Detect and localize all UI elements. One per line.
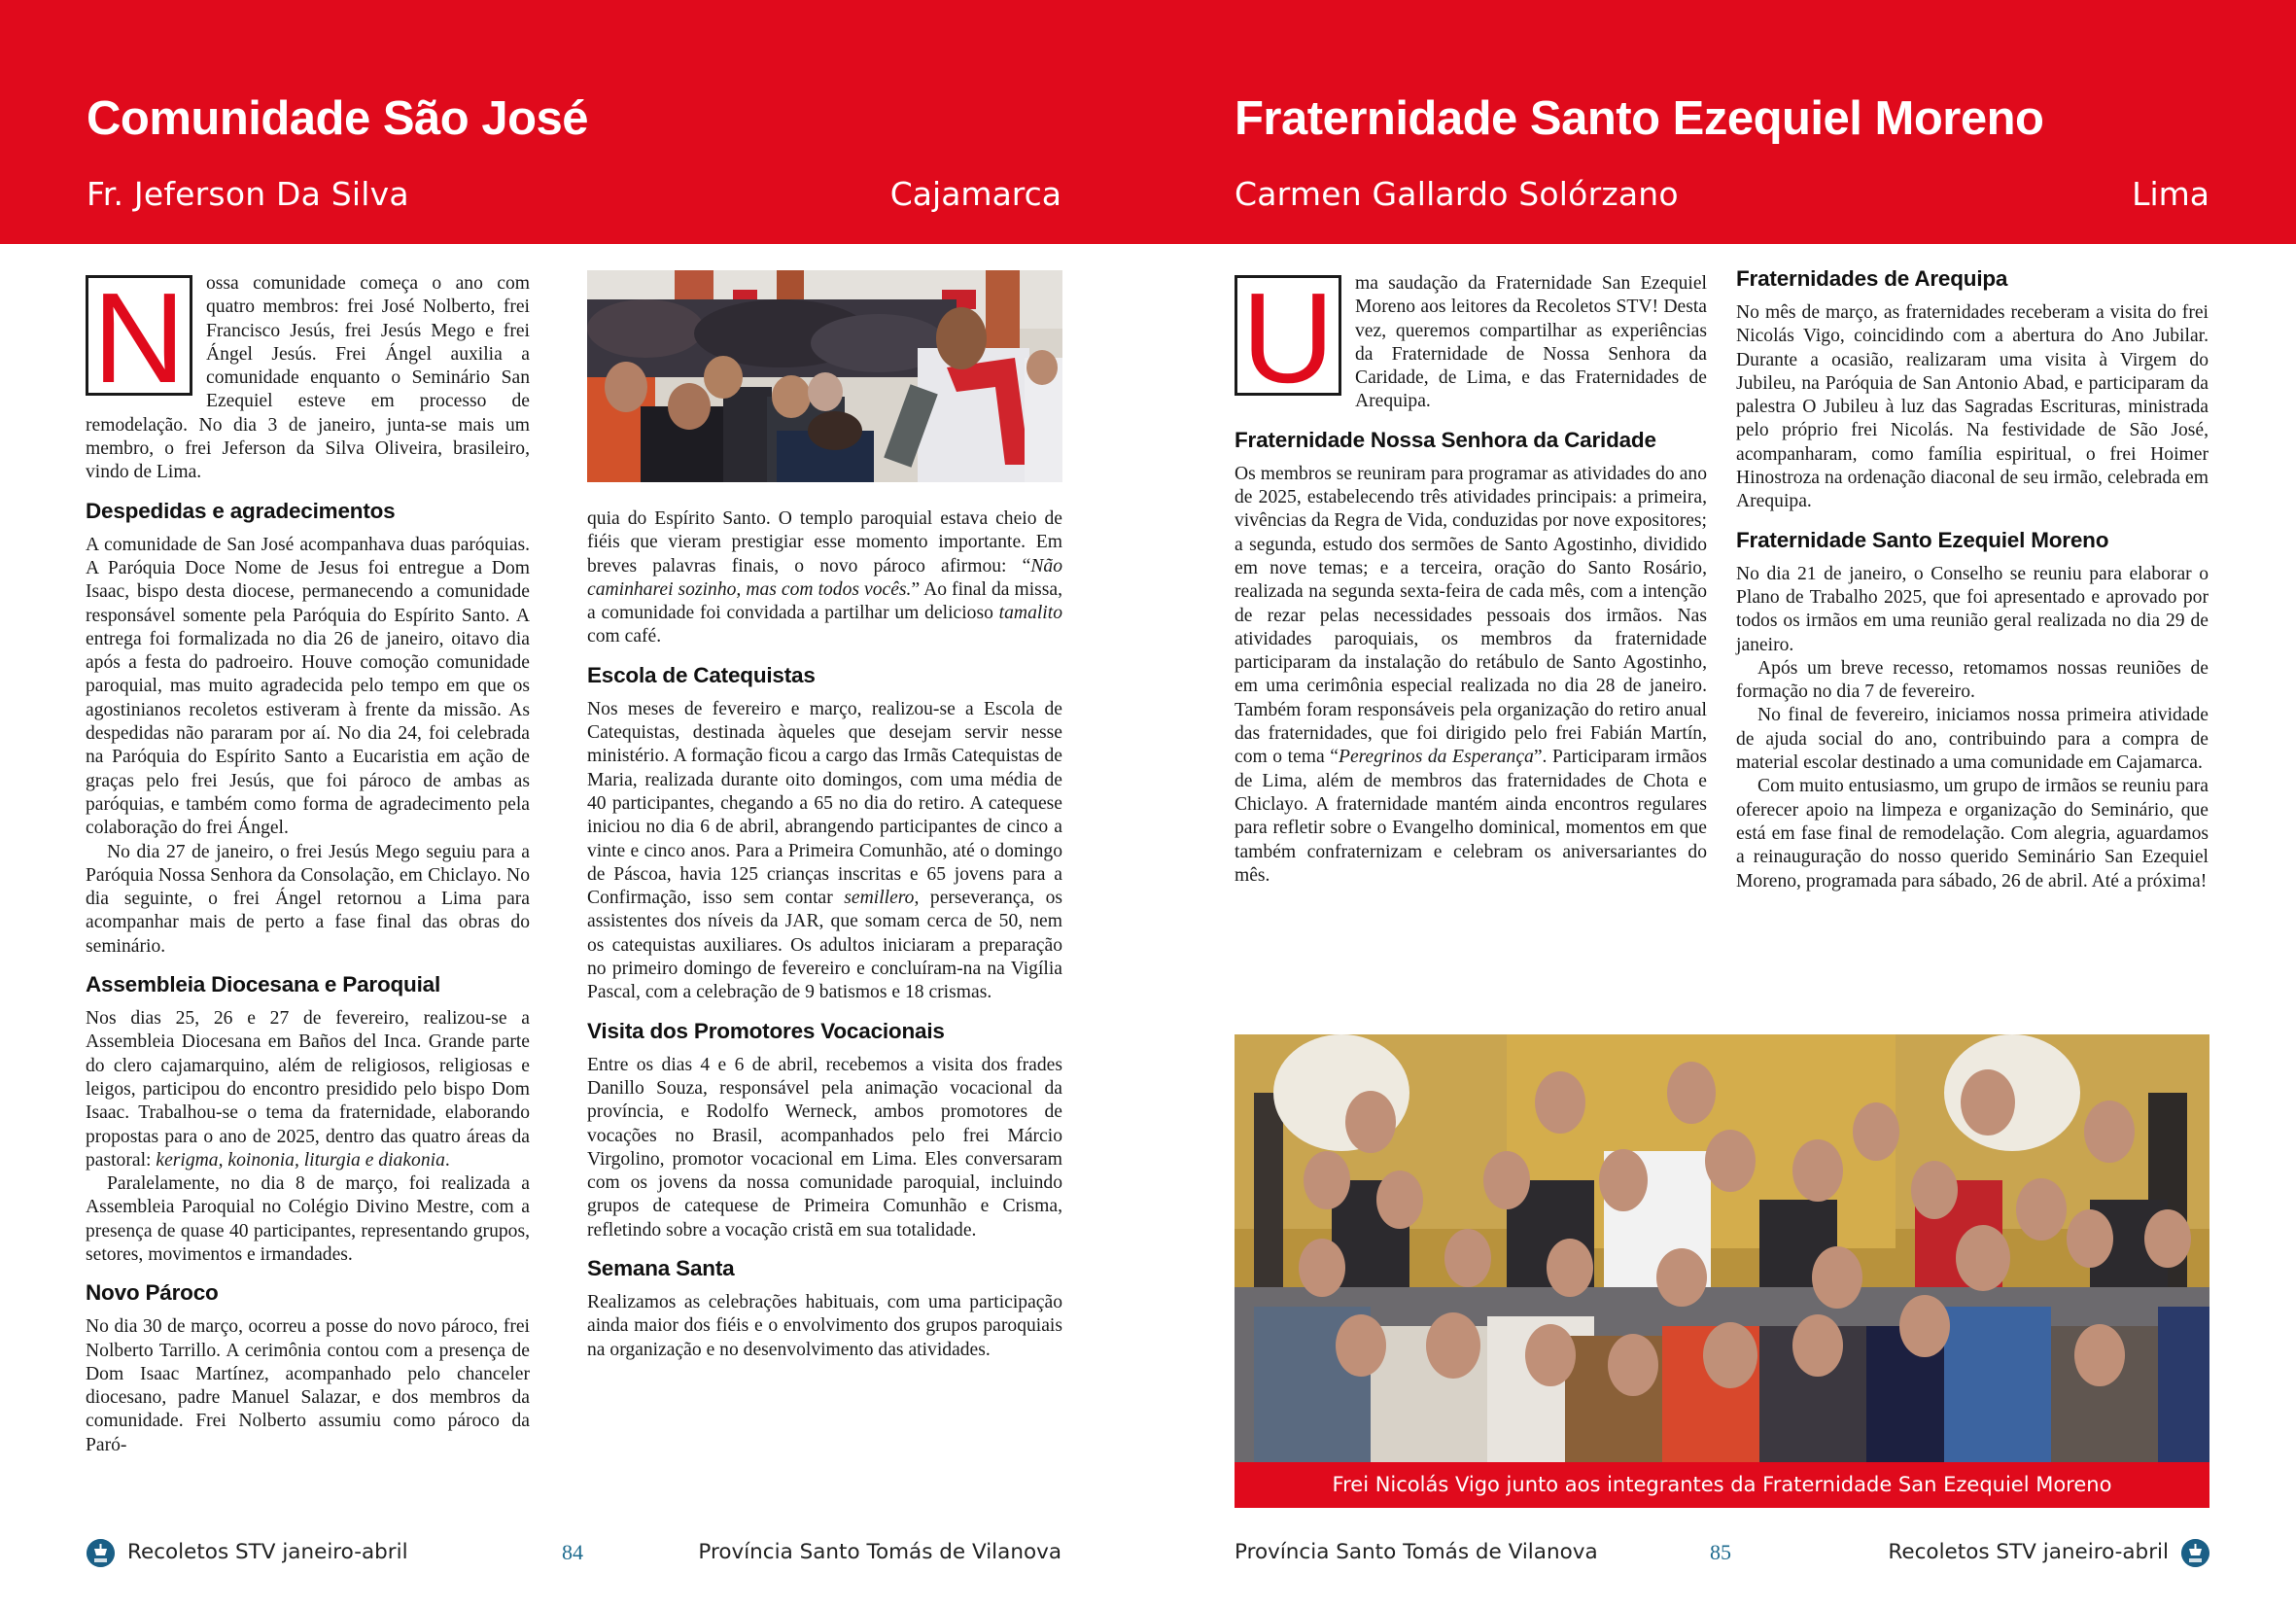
- right-page-column-2: [1736, 266, 2209, 893]
- group-photo-caption: Frei Nicolás Vigo junto aos integrantes da Fraternidade San Ezequiel Moreno: [1235, 1462, 2209, 1508]
- section-heading-arequipa: Fraternidades de Arequipa: [1736, 266, 2008, 291]
- left-footer-province: Província Santo Tomás de Vilanova: [698, 1540, 1061, 1564]
- church-crowd-image: [587, 270, 1062, 482]
- quote: Não caminharei sozinho, mas com todos vocês.: [587, 555, 1062, 600]
- section-heading-despedidas: Despedidas e agradecimentos: [86, 498, 396, 523]
- right-page-author: Carmen Gallardo Solórzano: [1235, 175, 1679, 213]
- paragraph: No mês de março, as fraternidades receberam a visita do frei Nicolás Vigo, coincidindo com a abertura do Ano Jubilar. Durante a ocasião, realizaram uma visita à Virgem do Jubileu, na Paróquia de San Antonio Abad, e participaram da palestra O Jubileu à luz das Sagradas Escrituras, ministrada pelo próprio frei Nicolás. Na festividade de São José, acompanharam, como família espiritual, o frei Hoimer Hinostroza na ordenação diaconal de seu irmão, celebrada em Arequipa.: [1736, 302, 2209, 512]
- intro-paragraph: ma saudação da Fraternidade San Ezequiel Moreno aos leitores da Recoletos STV! Desta vez, queremos compartilhar as experiências da Fraternidade de Nossa Senhora da Caridade, de Lima, e das Fraternidades de Arequipa.: [1355, 273, 1707, 412]
- section-heading-novo-paroco: Novo Pároco: [86, 1280, 219, 1306]
- paragraph: quia do Espírito Santo. O templo paroquial estava cheio de fiéis que vieram prestigiar esse momento importante. Em breves palavras finais, o novo pároco afirmou: “Não caminharei sozinho, mas com todos vocês.” Ao final da missa, a comunidade foi convidada a partilhar um delicioso tamalito com café.: [587, 508, 1062, 647]
- paragraph: Os membros se reuniram para programar as atividades do ano de 2025, estabelecendo três atividades principais: a primeira, vivências da Regra de Vida, conduzidas por nove expositores; a segunda, estudo dos sermões de Santo Agostinho, dividido em nove temas; e a terceira, oração do Santo Rosário, realizada na segunda sexta-feira de cada mês, com a intenção de rezar pelas necessidades pessoais dos irmãos. Nas atividades paroquiais, os membros da fraternidade participaram da instalação do retábulo de Santo Agostinho, em uma cerimônia especial realizada no dia 28 de janeiro. Também foram responsáveis pela organização do retiro anual das fraternidades, que foi dirigido pelo frei Fabián Martín, com o tema “Peregrinos da Esperança”. Participaram irmãos de Lima, além de membros das fraternidades de Chota e Chiclayo. A fraternidade mantém ainda encontros regulares para refletir sobre o Evangelho dominical, momentos em que também confraternizam e celebram os aniversariantes do mês.: [1235, 463, 1707, 886]
- paragraph: A comunidade de San José acompanhava duas paróquias. A Paróquia Doce Nome de Jesus foi entregue a Dom Isaac, bispo desta diocese, permanecendo a comunidade responsável somente pela Paróquia do Espírito Santo. A entrega foi formalizada no dia 26 de janeiro, oitavo dia após a festa do padroeiro. Houve comoção comunidade paroquial, mas muito agradecida pelo tempo em que os agostinianos recoletos estiveram à frente da missão. As despedidas não pararam por aí. No dia 24, foi celebrada na Paróquia do Espírito Santo a Eucaristia em ação de graças pelo frei Jesús, que foi pároco de ambas as paróquias, e também como forma de agradecimento pela colaboração do frei Ángel.: [86, 534, 530, 839]
- paragraph: No dia 30 de março, ocorreu a posse do novo pároco, frei Nolberto Tarrillo. A cerimônia contou com a presença de Dom Isaac Martínez, acompanhado pelo chanceler diocesano, padre Manuel Salazar, e dos membros da comunidade. Frei Nolberto assumiu como pároco da Paró-: [86, 1316, 530, 1455]
- recoletos-logo-icon: [87, 1539, 115, 1567]
- recoletos-logo-icon: [2181, 1539, 2209, 1567]
- left-page-location: Cajamarca: [889, 175, 1061, 213]
- paragraph: Paralelamente, no dia 8 de março, foi realizada a Assembleia Paroquial no Colégio Divino Mestre, com a presença de quase 40 participantes, representando grupos, setores, movimentos e irmandades.: [86, 1173, 530, 1265]
- right-page-column-1: [1235, 266, 1707, 888]
- section-heading-santo-ezequiel: Fraternidade Santo Ezequiel Moreno: [1736, 527, 2109, 552]
- paragraph: Com muito entusiasmo, um grupo de irmãos se reuniu para oferecer apoio na limpeza e organização do Seminário, que está em fase final de remodelação. Com alegria, aguardamos a reinauguração do nosso querido Seminário San Ezequiel Moreno, programada para sábado, 26 de abril. Até a próxima!: [1736, 776, 2209, 891]
- intro-paragraph: ossa comunidade começa o ano com quatro membros: frei José Nolberto, frei Francisco Jesús, frei Jesús Mego e frei Ángel Jesús. Frei Ángel auxilia a comunidade enquanto o Seminário San Ezequiel esteve em processo de remodelação. No dia 3 de janeiro, junta-se mais um membro, o frei Jeferson da Silva Oliveira, brasileiro, vindo de Lima.: [86, 273, 530, 483]
- section-heading-caridade: Fraternidade Nossa Senhora da Caridade: [1235, 427, 1656, 452]
- right-page-title: Fraternidade Santo Ezequiel Moreno: [1235, 92, 2044, 145]
- paragraph: Entre os dias 4 e 6 de abril, recebemos a visita dos frades Danillo Souza, responsável pela animação vocacional da província, e Rodolfo Werneck, ambos promotores de vocações no Brasil, acompanhados pelo frei Márcio Virgolino, promotor vocacional em Lima. Eles conversaram com os jovens da nossa comunidade paroquial, incluindo grupos de catequese de Primeira Comunhão e Crisma, refletindo sobre a vocação cristã em sua totalidade.: [587, 1054, 1062, 1241]
- fraternity-group-image: [1235, 1034, 2209, 1463]
- right-page-number: 85: [1710, 1540, 1731, 1564]
- dropcap-u: U: [1235, 275, 1341, 396]
- paragraph: Nos dias 25, 26 e 27 de fevereiro, realizou-se a Assembleia Diocesana em Baños del Inca. Grande parte do clero cajamarquino, além de religiosos, religiosas e leigos, participou do encontro presidido pelo bispo Dom Isaac. Trabalhou-se o tema da fraternidade, elaborando propostas para o ano de 2025, dentro das quatro áreas da pastoral: kerigma, koinonia, liturgia e diakonia.: [86, 1008, 530, 1171]
- group-photo: [1235, 1034, 2209, 1463]
- paragraph: Realizamos as celebrações habituais, com uma participação ainda maior dos fiéis e o envolvimento dos grupos paroquiais na organização e no desenvolvimento das atividades.: [587, 1292, 1062, 1360]
- left-page-number: 84: [562, 1540, 583, 1564]
- left-page-column-1: [86, 266, 530, 1457]
- paragraph: No dia 21 de janeiro, o Conselho se reuniu para elaborar o Plano de Trabalho 2025, que foi apresentado e aprovado por todos os irmãos em uma reunião geral realizada no dia 29 de janeiro.: [1736, 563, 2209, 655]
- paragraph: Nos meses de fevereiro e março, realizou-se a Escola de Catequistas, destinada àqueles que desejam servir nesse ministério. A formação ficou a cargo das Irmãs Catequistas de Maria, realizada durante oito domingos, com uma média de 40 participantes, chegando a 65 no dia do retiro. A catequese iniciou no dia 6 de abril, abrangendo participantes de cinco a vinte e cinco anos. Para a Primeira Comunhão, até o domingo de Páscoa, havia 125 crianças inscritas e 65 jovens para a Confirmação, isso sem contar semillero, perseverança, os assistentes dos níveis da JAR, que somam cerca de 50, nem os catequistas auxiliares. Os adultos iniciaram a preparação no primeiro domingo de fevereiro e concluíram-na na Vigília Pascal, com a celebração de 9 batismos e 18 crismas.: [587, 698, 1062, 1003]
- left-footer-publication: Recoletos STV janeiro-abril: [127, 1540, 408, 1564]
- right-footer-publication: Recoletos STV janeiro-abril: [1888, 1540, 2169, 1564]
- paragraph: Após um breve recesso, retomamos nossas reuniões de formação no dia 7 de fevereiro.: [1736, 657, 2209, 703]
- dropcap-n: N: [86, 275, 192, 396]
- left-page-column-2: [587, 507, 1062, 1362]
- section-heading-semana-santa: Semana Santa: [587, 1256, 735, 1281]
- section-heading-assembleia: Assembleia Diocesana e Paroquial: [86, 972, 441, 997]
- left-page-title: Comunidade São José: [87, 92, 589, 145]
- left-page-header-banner: [0, 0, 1148, 244]
- left-page-author: Fr. Jeferson Da Silva: [87, 175, 409, 213]
- right-page-location: Lima: [2132, 175, 2209, 213]
- paragraph: No final de fevereiro, iniciamos nossa primeira atividade de ajuda social do ano, contribuindo para a compra de material escolar destinado a uma comunidade em Cajamarca.: [1736, 705, 2209, 774]
- right-footer-province: Província Santo Tomás de Vilanova: [1235, 1540, 1598, 1564]
- section-heading-escola: Escola de Catequistas: [587, 662, 816, 687]
- section-heading-visita: Visita dos Promotores Vocacionais: [587, 1018, 945, 1043]
- right-page-header-banner: [1148, 0, 2296, 244]
- church-photo: [587, 270, 1062, 482]
- paragraph: No dia 27 de janeiro, o frei Jesús Mego seguiu para a Paróquia Nossa Senhora da Consolação, em Chiclayo. No dia seguinte, o frei Ángel retornou a Lima para acompanhar mais de perto a fase final das obras do seminário.: [86, 841, 530, 957]
